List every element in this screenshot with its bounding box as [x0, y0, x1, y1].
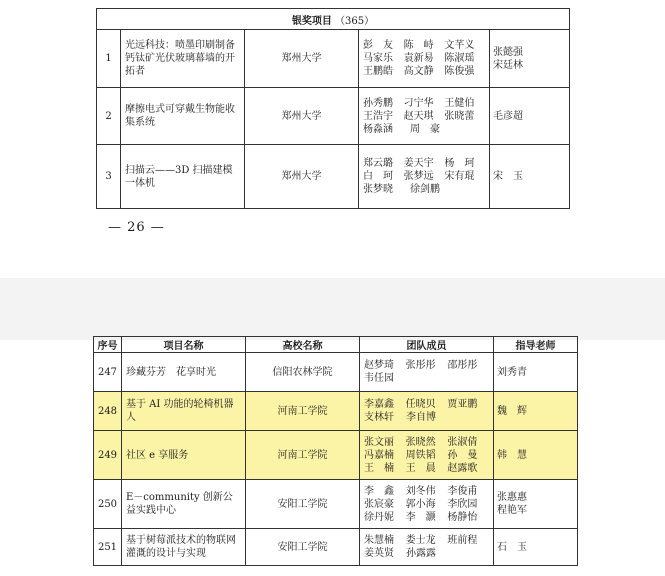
member: 张晓蕾 [444, 110, 475, 122]
member: 王 楠 [364, 462, 394, 474]
row-number: 249 [94, 431, 122, 480]
university-name: 郑州大学 [245, 30, 359, 88]
team-members [359, 30, 490, 88]
member: 徐丹妮 [364, 511, 394, 523]
header-members: 团队成员 [360, 337, 494, 353]
member: 李欣园 [447, 498, 478, 510]
member: 白 珂 [363, 171, 393, 182]
project-name: 基于 AI 功能的轮椅机器人 [122, 392, 246, 431]
member: 支林轩 [364, 412, 394, 423]
member: 贾亚鹏 [447, 399, 478, 410]
member: 张梦晓 [363, 184, 393, 195]
member: 陈俊强 [444, 66, 475, 77]
member: 韦任园 [364, 373, 394, 384]
silver-award-table [96, 8, 570, 209]
project-name: 扫描云——3D 扫描建模一体机 [121, 145, 245, 209]
member: 文芊义 [444, 40, 475, 51]
advisor: 魏 辉 [497, 405, 527, 417]
table-caption-title: 银奖项目 [291, 15, 332, 27]
team-members [360, 392, 494, 431]
advisors [490, 145, 570, 209]
member: 张淑倩 [447, 436, 478, 448]
member: 陈淑瑶 [444, 53, 475, 64]
member: 彭 友 [363, 40, 393, 51]
member: 赵天琪 [403, 110, 434, 122]
team-members [360, 431, 494, 480]
advisor: 刘秀青 [497, 366, 527, 378]
university-name: 安阳工学院 [246, 529, 360, 566]
project-name: 摩擦电式可穿戴生物能收集系统 [121, 88, 245, 145]
member: 周铁韬 [405, 449, 436, 461]
table-caption-count: （365） [335, 15, 375, 27]
member: 冯嘉楠 [364, 449, 394, 461]
team-members [360, 529, 494, 566]
team-members [360, 353, 494, 392]
advisor: 韩 慧 [497, 449, 527, 461]
advisors [490, 30, 570, 88]
table-caption-row [97, 9, 570, 30]
member: 张晓然 [405, 436, 436, 448]
member: 王浩宇 [363, 110, 393, 122]
member: 张梦远 [403, 171, 434, 182]
header-number: 序号 [94, 337, 122, 353]
member: 郭小海 [405, 498, 436, 510]
university-name: 河南工学院 [246, 431, 360, 480]
member: 李嘉鑫 [364, 399, 394, 410]
member: 宋有琨 [444, 171, 475, 182]
table-row [94, 353, 578, 392]
member: 邵彤彤 [447, 360, 478, 371]
member: 孙露露 [406, 548, 436, 559]
advisor: 宋廷林 [493, 59, 523, 71]
row-number: 1 [97, 30, 121, 88]
member: 孙秀鹏 [363, 97, 393, 109]
advisors [494, 480, 578, 529]
university-name: 河南工学院 [246, 392, 360, 431]
advisors [490, 88, 570, 145]
member: 张文丽 [364, 436, 394, 448]
member: 徐剑鹏 [410, 184, 440, 195]
row-number: 248 [94, 392, 122, 431]
page-number: — 26 — [108, 220, 165, 235]
header-project: 项目名称 [122, 337, 246, 353]
member: 郑云璐 [363, 158, 393, 169]
advisor: 程艳军 [497, 505, 527, 516]
advisor: 石 玉 [497, 541, 527, 553]
row-number: 247 [94, 353, 122, 392]
member: 姜英贤 [364, 548, 394, 559]
member: 李 灏 [405, 511, 436, 523]
member: 张宸豪 [364, 498, 394, 510]
member: 李 鑫 [364, 485, 394, 497]
member: 王鹏皓 [363, 66, 393, 77]
member: 陈 峙 [403, 40, 434, 51]
member: 王健伯 [444, 97, 475, 109]
project-name: 光远科技：喷墨印刷制备钙钛矿光伏玻璃幕墙的开拓者 [121, 30, 245, 88]
member: 杨淼涵 [363, 123, 393, 135]
member: 王 晨 [405, 462, 436, 474]
member: 朱慧楠 [364, 535, 394, 546]
member: 李自博 [406, 412, 436, 423]
row-number: 3 [97, 145, 121, 209]
member: 娄士龙 [405, 535, 436, 546]
table-row [97, 145, 570, 209]
member: 杨静怡 [447, 511, 478, 523]
member: 高文静 [403, 66, 434, 77]
team-members [359, 88, 490, 145]
table-row-highlighted [94, 392, 578, 431]
advisors [494, 392, 578, 431]
advisor: 张懿强 [493, 46, 523, 58]
member: 姜天宇 [403, 158, 434, 169]
header-university: 高校名称 [246, 337, 360, 353]
table-header-row [94, 337, 578, 353]
project-name: 珍藏芬芳 花享时光 [122, 353, 246, 392]
header-advisor: 指导老师 [494, 337, 578, 353]
member: 赵梦琦 [364, 360, 394, 371]
advisors [494, 431, 578, 480]
table-row [97, 30, 570, 88]
page-separator [0, 278, 665, 340]
university-name: 信阳农林学院 [246, 353, 360, 392]
project-name: 社区 e 享服务 [122, 431, 246, 480]
advisor: 宋 玉 [493, 171, 523, 182]
member: 孙 曼 [447, 449, 478, 461]
member: 李俊甫 [447, 485, 478, 497]
table-row [94, 480, 578, 529]
member: 周 豪 [410, 123, 440, 135]
team-members [359, 145, 490, 209]
university-name: 郑州大学 [245, 145, 359, 209]
table-row [94, 529, 578, 566]
project-name: 基于树莓派技术的物联网灌溉的设计与实现 [122, 529, 246, 566]
member: 杨 珂 [444, 158, 475, 169]
member: 赵露歌 [447, 462, 478, 474]
team-members [360, 480, 494, 529]
project-name: E－community 创新公益实践中心 [122, 480, 246, 529]
member: 张彤彤 [405, 360, 436, 371]
member: 袁新易 [403, 53, 434, 64]
advisor: 毛彦超 [493, 110, 523, 122]
member: 刁宁华 [403, 97, 434, 109]
member: 刘冬伟 [405, 485, 436, 497]
member: 任晓贝 [405, 399, 436, 410]
row-number: 251 [94, 529, 122, 566]
advisors [494, 529, 578, 566]
university-name: 郑州大学 [245, 88, 359, 145]
table-row-highlighted [94, 431, 578, 480]
advisor: 张惠惠 [497, 492, 527, 503]
advisors [494, 353, 578, 392]
member: 班前程 [447, 535, 478, 546]
row-number: 250 [94, 480, 122, 529]
member: 马家乐 [363, 53, 393, 64]
table-row [97, 88, 570, 145]
row-number: 2 [97, 88, 121, 145]
award-list-table [93, 336, 578, 566]
university-name: 安阳工学院 [246, 480, 360, 529]
